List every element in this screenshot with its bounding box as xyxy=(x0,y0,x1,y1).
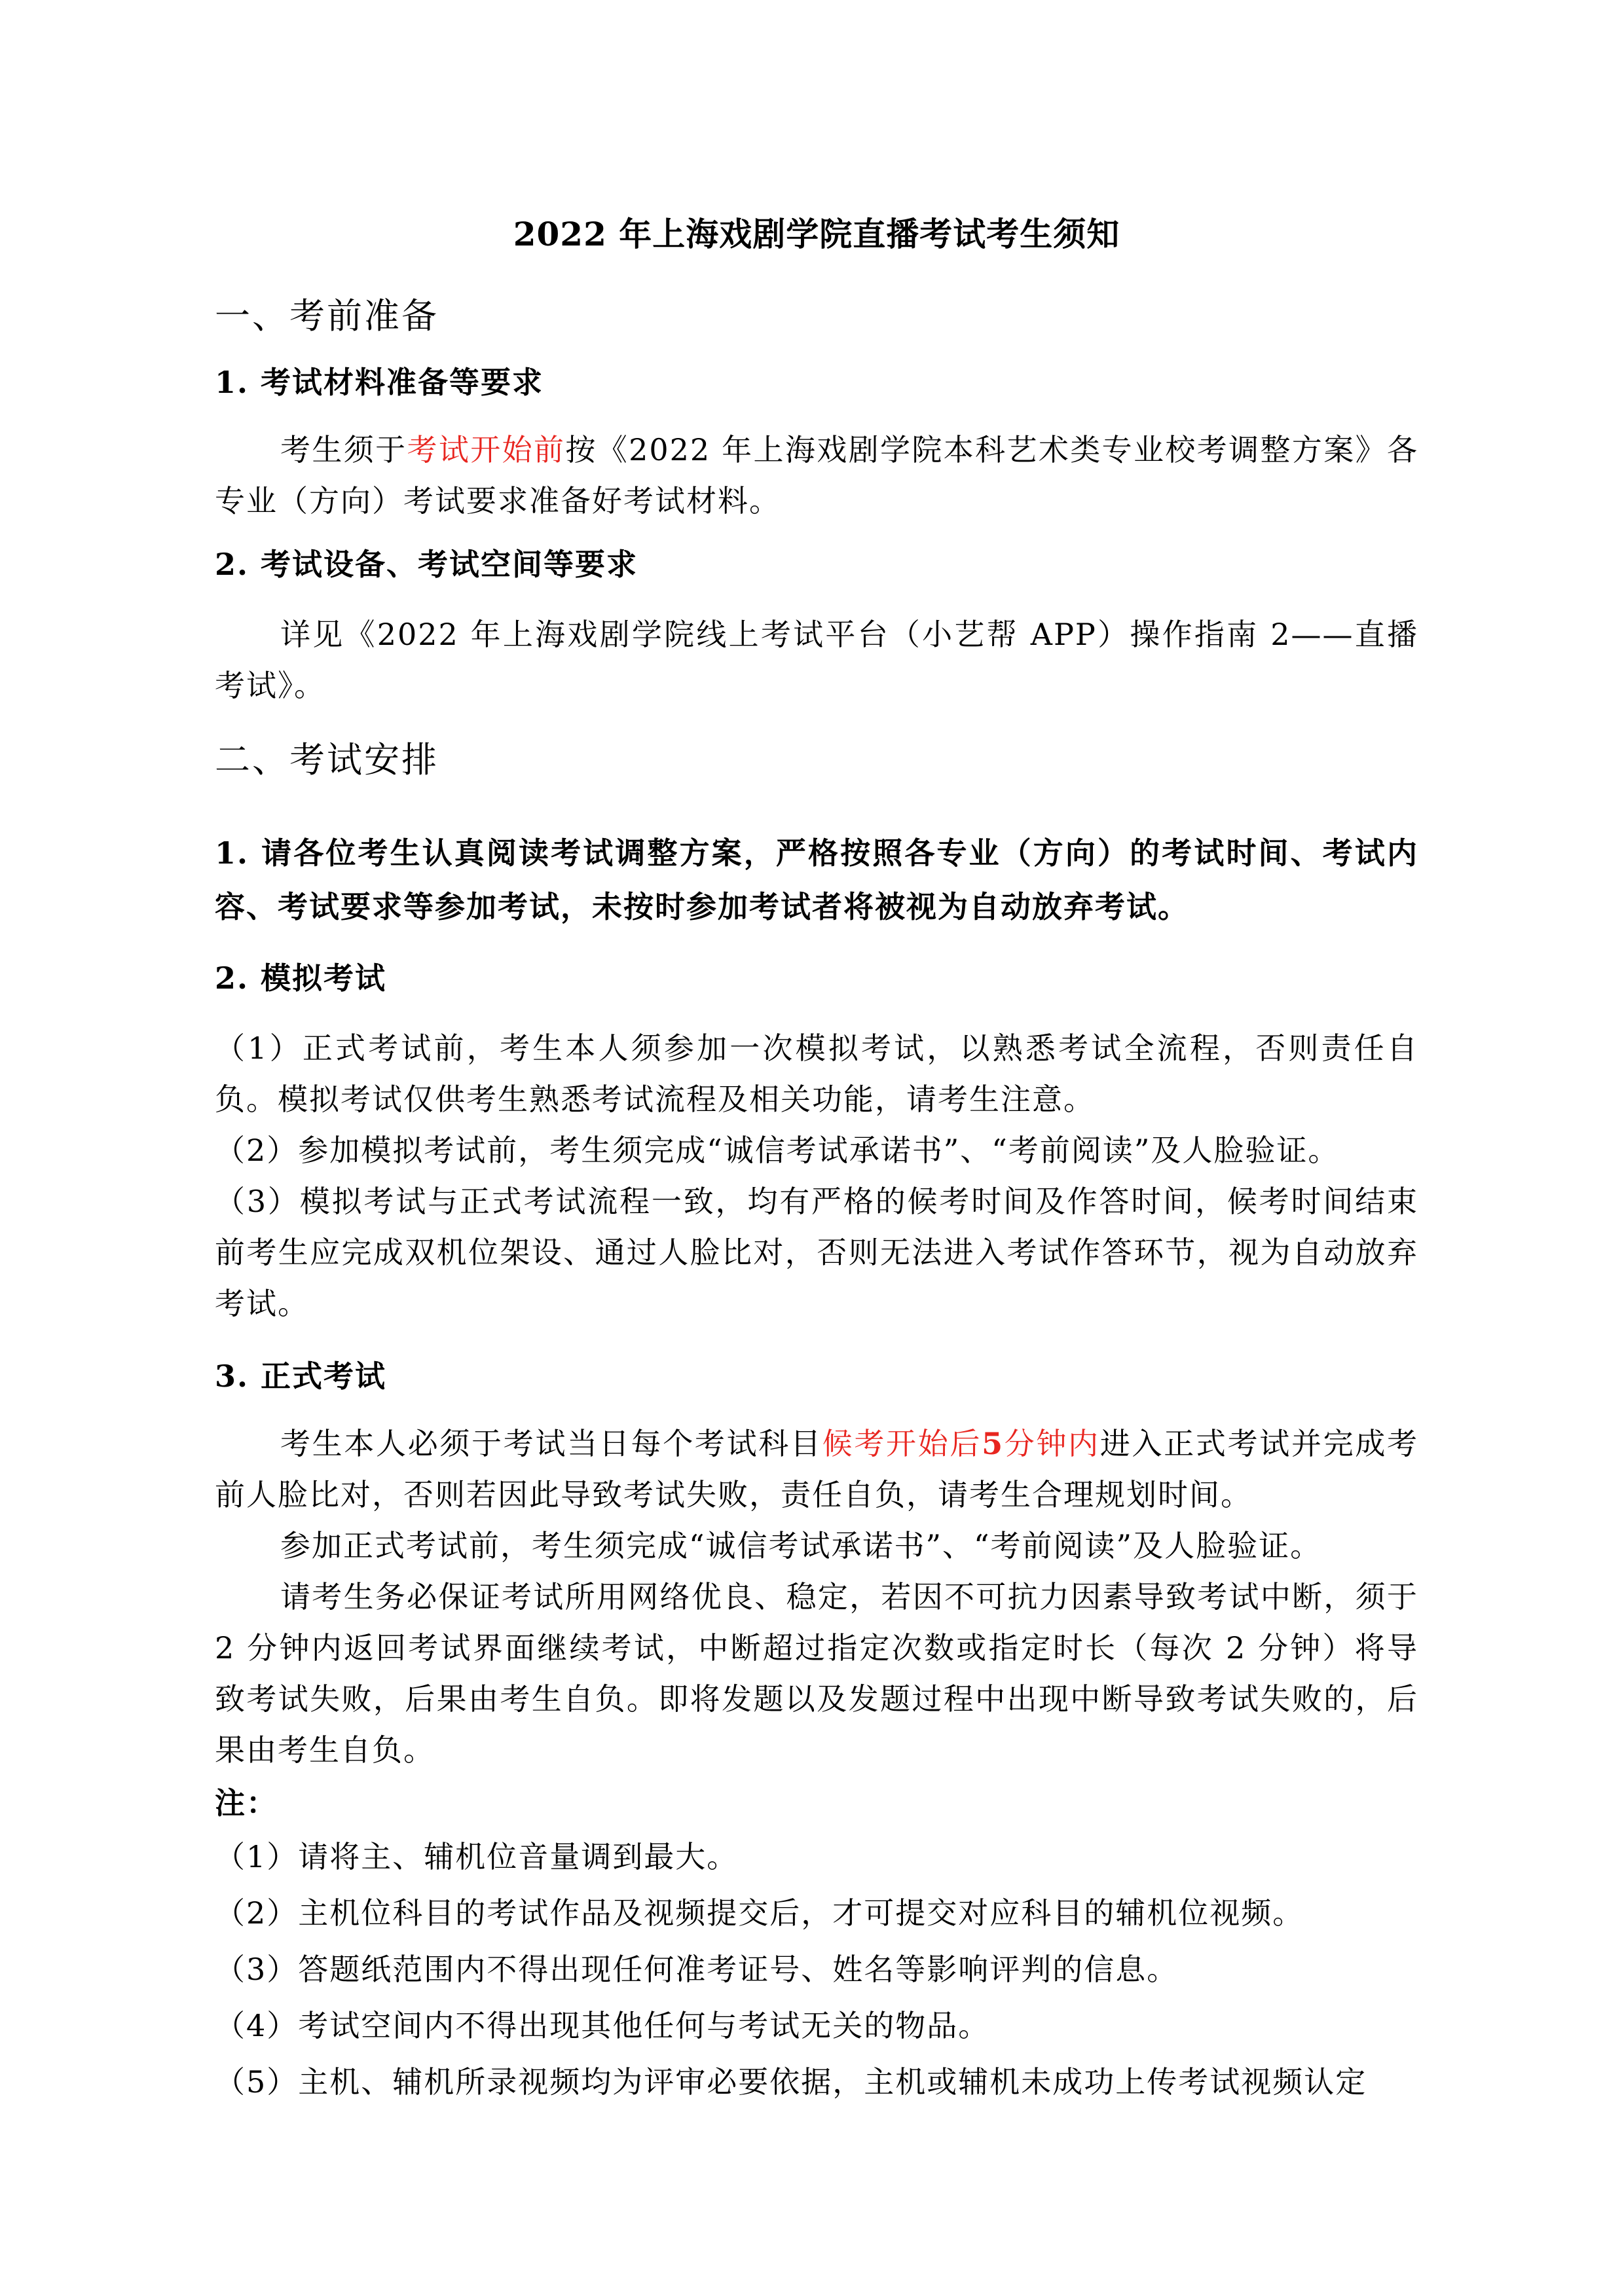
highlight-minutes-number: 5 xyxy=(982,1426,1005,1461)
highlight-within-minutes: 分钟内 xyxy=(1004,1426,1100,1461)
text-segment: 进入正式考试并完成考前人脸比对，否则若因此导致考试失败，责任自负，请考生合理规划时间。 xyxy=(215,1426,1419,1512)
note-item-4: （4）考试空间内不得出现其他任何与考试无关的物品。 xyxy=(215,2008,990,2043)
text-segment: 按《2022 年上海戏剧学院本科艺术类专业校考调整方案》各专业（方向）考试要求准备好考试材料。 xyxy=(215,432,1419,519)
mock-exam-item-3: （3）模拟考试与正式考试流程一致，均有严格的候考时间及作答时间，候考时间结束前考生应完成双机位架设、通过人脸比对，否则无法进入考试作答环节，视为自动放弃考试。 xyxy=(215,1184,1418,1321)
section-heading-preparation: 一、考前准备 xyxy=(215,295,439,337)
paragraph-point-1: 1. 请各位考生认真阅读考试调整方案，严格按照各专业（方向）的考试时间、考试内容、考试要求等参加考试，未按时参加考试者将被视为自动放弃考试。 xyxy=(215,835,1418,924)
formal-exam-paragraph-2: 参加正式考试前，考生须完成“诚信考试承诺书”、“考前阅读”及人脸验证。 xyxy=(280,1528,1322,1563)
formal-exam-paragraph-3: 请考生务必保证考试所用网络优良、稳定，若因不可抗力因素导致考试中断，须于 2 分钟内返回考试界面继续考试，中断超过指定次数或指定时长（每次 2 分钟）将导致考试失败，后果由考生自负。即将发题以及发题过程中出现中断导致考试失败的，后果由考生自负。 xyxy=(215,1579,1418,1768)
subheading-formal-exam: 3. 正式考试 xyxy=(215,1358,387,1394)
subheading-materials: 1. 考试材料准备等要求 xyxy=(215,365,544,400)
highlight-before-exam: 考试开始前 xyxy=(407,432,566,467)
section-heading-arrangement: 二、考试安排 xyxy=(215,739,439,780)
highlight-after-waiting: 候考开始后 xyxy=(822,1426,982,1461)
note-item-1: （1）请将主、辅机位音量调到最大。 xyxy=(215,1839,739,1874)
page-title: 2022 年上海戏剧学院直播考试考生须知 xyxy=(513,215,1120,253)
subheading-mock-exam: 2. 模拟考试 xyxy=(215,960,387,996)
note-item-5: （5）主机、辅机所录视频均为评审必要依据，主机或辅机未成功上传考试视频认定 xyxy=(215,2064,1367,2100)
paragraph-materials xyxy=(215,424,1418,526)
subheading-equipment: 2. 考试设备、考试空间等要求 xyxy=(215,547,638,582)
note-label: 注： xyxy=(215,1785,278,1821)
mock-exam-item-2: （2）参加模拟考试前，考生须完成“诚信考试承诺书”、“考前阅读”及人脸验证。 xyxy=(215,1133,1340,1168)
note-item-2: （2）主机位科目的考试作品及视频提交后，才可提交对应科目的辅机位视频。 xyxy=(215,1895,1304,1931)
text-segment: 考生须于 xyxy=(280,432,407,467)
mock-exam-item-1: （1）正式考试前，考生本人须参加一次模拟考试，以熟悉考试全流程，否则责任自负。模拟考试仅供考生熟悉考试流程及相关功能，请考生注意。 xyxy=(215,1030,1418,1117)
note-item-3: （3）答题纸范围内不得出现任何准考证号、姓名等影响评判的信息。 xyxy=(215,1952,1179,1987)
text-segment: 考生本人必须于考试当日每个考试科目 xyxy=(280,1426,822,1461)
paragraph-equipment: 详见《2022 年上海戏剧学院线上考试平台（小艺帮 APP）操作指南 2——直播考试》。 xyxy=(215,617,1418,703)
formal-exam-paragraph-1 xyxy=(215,1418,1418,1520)
